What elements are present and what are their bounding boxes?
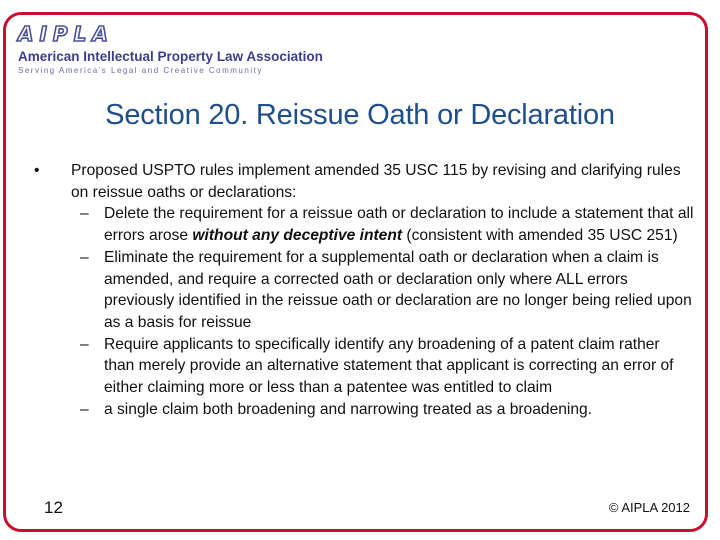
- logo-tagline: Serving America's Legal and Creative Community: [18, 66, 263, 75]
- dash-marker: –: [80, 335, 89, 353]
- sub-bullet-text: [104, 203, 694, 246]
- sub-bullet-text: Eliminate the requirement for a supplemental oath or declaration when a claim is amended, and require a corrected oath or declaration only where ALL errors previously identified in the reissue oath or declaration are no longer being relied upon as a basis for reissue: [104, 248, 692, 331]
- dash-marker: –: [80, 248, 89, 266]
- sub-bullet-item: [34, 399, 694, 421]
- sub-bullet-text-start: Delete the requirement for a reissue oath or declaration to include a statement that all errors arose: [104, 205, 694, 245]
- aipla-logo: [14, 22, 354, 75]
- slide-title: Section 20. Reissue Oath or Declaration: [105, 99, 615, 131]
- sub-bullet-text: Require applicants to specifically identify any broadening of a patent claim rather than merely provide an alternative statement that applicant is correcting an error of either claiming more or less than a patentee was entitled to claim: [104, 335, 674, 397]
- sub-bullet-text: a single claim both broadening and narrowing treated as a broadening.: [104, 400, 593, 418]
- dash-marker: –: [80, 205, 89, 223]
- logo-organization-name: American Intellectual Property Law Association: [18, 49, 323, 64]
- page-number: 12: [44, 498, 63, 517]
- sub-bullet-item: [34, 334, 694, 399]
- sub-bullet-item: [34, 203, 694, 246]
- copyright-notice: © AIPLA 2012: [608, 500, 690, 515]
- slide-body: [34, 160, 694, 420]
- bullet-marker: •: [34, 162, 40, 179]
- logo-wordmark: AIPLA: [18, 22, 114, 46]
- bullet-text: Proposed USPTO rules implement amended 35 USC 115 by revising and clarifying rules on reissue oaths or declarations:: [71, 162, 681, 201]
- emphasized-text: without any deceptive intent: [192, 227, 403, 245]
- sub-bullet-item: [34, 247, 694, 334]
- dash-marker: –: [80, 400, 89, 418]
- sub-bullet-text-end: (consistent with amended 35 USC 251): [402, 227, 678, 245]
- bullet-item: [34, 160, 694, 203]
